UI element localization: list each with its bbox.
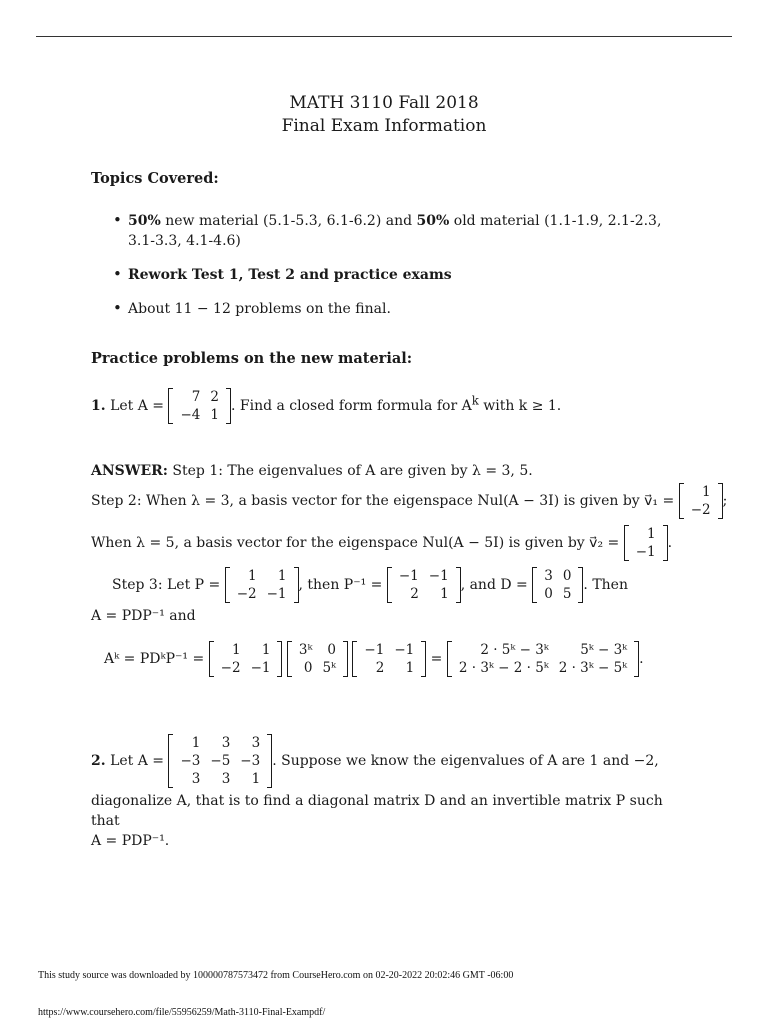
top-rule: [36, 36, 732, 37]
topics-list-container: [91, 211, 691, 333]
problem-1: [91, 388, 561, 424]
matrix-cell: 1: [440, 586, 449, 602]
matrix-cell: 2 · 3ᵏ − 5ᵏ: [558, 660, 628, 676]
matrix-p-inverse: [387, 567, 461, 603]
matrix-cell: −1: [428, 568, 449, 584]
matrix-cell: −5: [210, 753, 231, 769]
step-2-text: Step 2: When λ = 3, a basis vector for the eigenspace Nul(A − 3I) is given by v⃗₁ =: [91, 493, 675, 509]
problem-2-continued: [91, 791, 681, 851]
problem-2-text-3: A = PDP⁻¹.: [91, 833, 170, 849]
matrix-result: [447, 641, 639, 677]
matrix-cell: −2: [690, 502, 711, 518]
matrix-cell: 3: [191, 771, 201, 787]
matrix-cell: 2 · 5ᵏ − 3ᵏ: [480, 642, 549, 658]
step-1-text: Step 1: The eigenvalues of A are given by λ = 3, 5.: [167, 463, 533, 479]
step-2b-text: When λ = 5, a basis vector for the eigenspace Nul(A − 5I) is given by v⃗₂ =: [91, 535, 620, 551]
matrix-a2: [168, 734, 272, 788]
problem-1-let: Let A =: [110, 398, 165, 414]
source-notice: This study source was downloaded by 100000787573472 from CourseHero.com on 02-20-2022 20:02:46 GMT -06:00: [38, 970, 514, 981]
problem-2: [91, 734, 659, 788]
step-3-a: Step 3: Let P =: [112, 577, 221, 593]
topics-list: [91, 211, 691, 319]
matrix-cell: 1: [702, 484, 711, 500]
matrix-d: [532, 567, 583, 603]
practice-heading: Practice problems on the new material:: [91, 350, 413, 367]
matrix-cell: −1: [364, 642, 385, 658]
ak-equation: [104, 641, 644, 677]
title-line-1: MATH 3110 Fall 2018: [289, 93, 479, 113]
matrix-cell: 5: [562, 586, 572, 602]
matrix-cell: 1: [647, 526, 656, 542]
matrix-cell: 2: [210, 389, 219, 405]
vector-v2: [624, 525, 668, 561]
step-2b-end: .: [667, 535, 673, 551]
topic-item-1: [91, 211, 691, 251]
matrix-cell: −1: [266, 586, 287, 602]
problem-1-number: 1.: [91, 398, 106, 414]
problem-1-task: . Find a closed form formula for A: [230, 398, 472, 414]
answer-step-3-cont: [91, 608, 196, 624]
percent-new: 50%: [128, 213, 161, 229]
matrix-cell: 2: [410, 586, 419, 602]
matrix-cell: −1: [635, 544, 656, 560]
topic-item-2: [91, 265, 691, 285]
problem-2-text-2: diagonalize A, that is to find a diagonal matrix D and an invertible matrix P such that: [91, 793, 663, 829]
step-2-end: ;: [722, 493, 728, 509]
matrix-cell: −2: [236, 586, 257, 602]
step-3-b: , then P⁻¹ =: [298, 577, 383, 593]
matrix-cell: 3: [221, 771, 231, 787]
topic-3-text: About 11 − 12 problems on the final.: [128, 301, 391, 317]
matrix-cell: 1: [231, 642, 241, 658]
matrix-cell: −3: [180, 753, 201, 769]
answer-step-3: [112, 567, 628, 603]
problem-2-number: 2.: [91, 753, 106, 769]
ak-lhs: Aᵏ = PDᵏP⁻¹ =: [104, 651, 205, 667]
matrix-cell: −1: [250, 660, 271, 676]
topic-item-3: [91, 299, 691, 319]
answer-step-2b: [91, 525, 672, 561]
matrix-p: [225, 567, 299, 603]
matrix-cell: 0: [303, 660, 313, 676]
matrix-p-inverse-repeat: [352, 641, 426, 677]
answer-step-2: [91, 483, 727, 519]
matrix-cell: −1: [394, 642, 415, 658]
matrix-cell: 0: [544, 586, 553, 602]
matrix-cell: 0: [562, 568, 572, 584]
matrix-cell: 1: [251, 771, 261, 787]
matrix-cell: 1: [210, 407, 219, 423]
matrix-cell: 2 · 3ᵏ − 2 · 5ᵏ: [458, 660, 549, 676]
matrix-a1: [168, 388, 231, 424]
title-line-2: Final Exam Information: [281, 116, 487, 136]
topics-heading: Topics Covered:: [91, 170, 219, 187]
matrix-cell: 2: [375, 660, 385, 676]
matrix-cell: 1: [405, 660, 415, 676]
matrix-cell: 3: [544, 568, 553, 584]
step-3-e: A = PDP⁻¹ and: [91, 608, 196, 624]
answer-label: ANSWER:: [91, 463, 168, 479]
step-3-d: . Then: [583, 577, 628, 593]
document-title: [0, 92, 768, 138]
matrix-cell: −3: [240, 753, 261, 769]
answer-step-1: [91, 463, 533, 479]
percent-old: 50%: [416, 213, 450, 229]
problem-1-task-sup: k: [471, 393, 479, 408]
matrix-cell: 1: [261, 642, 271, 658]
matrix-cell: −4: [180, 407, 201, 423]
problem-1-task-end: with k ≥ 1.: [478, 398, 562, 414]
matrix-cell: −1: [398, 568, 419, 584]
topic-1-text-a: new material (5.1-5.3, 6.1-6.2) and: [160, 213, 417, 229]
problem-2-let: Let A =: [110, 753, 165, 769]
ak-equals: =: [430, 651, 443, 667]
matrix-cell: 5ᵏ − 3ᵏ: [580, 642, 628, 658]
step-3-c: , and D =: [460, 577, 528, 593]
matrix-cell: 3: [221, 735, 231, 751]
source-url[interactable]: https://www.coursehero.com/file/55956259/Math-3110-Final-Exampdf/: [38, 1007, 326, 1018]
matrix-dk: [287, 641, 348, 677]
topic-1-text-b: old material (1.1-1.9, 2.1-2.3, 3.1-3.3, 4.1-4.6): [128, 213, 662, 249]
problem-2-text-1: . Suppose we know the eigenvalues of A are 1 and −2,: [272, 753, 659, 769]
matrix-cell: 3ᵏ: [298, 642, 313, 658]
result-end: .: [639, 651, 644, 667]
matrix-cell: 0: [327, 642, 336, 658]
matrix-cell: 1: [191, 735, 201, 751]
matrix-cell: 1: [248, 568, 257, 584]
matrix-cell: 5ᵏ: [322, 660, 336, 676]
matrix-cell: 1: [277, 568, 287, 584]
matrix-cell: −2: [220, 660, 241, 676]
topic-2-text: Rework Test 1, Test 2 and practice exams: [128, 267, 452, 283]
matrix-cell: 7: [191, 389, 201, 405]
vector-v1: [679, 483, 723, 519]
matrix-cell: 3: [251, 735, 261, 751]
matrix-p-repeat: [209, 641, 283, 677]
